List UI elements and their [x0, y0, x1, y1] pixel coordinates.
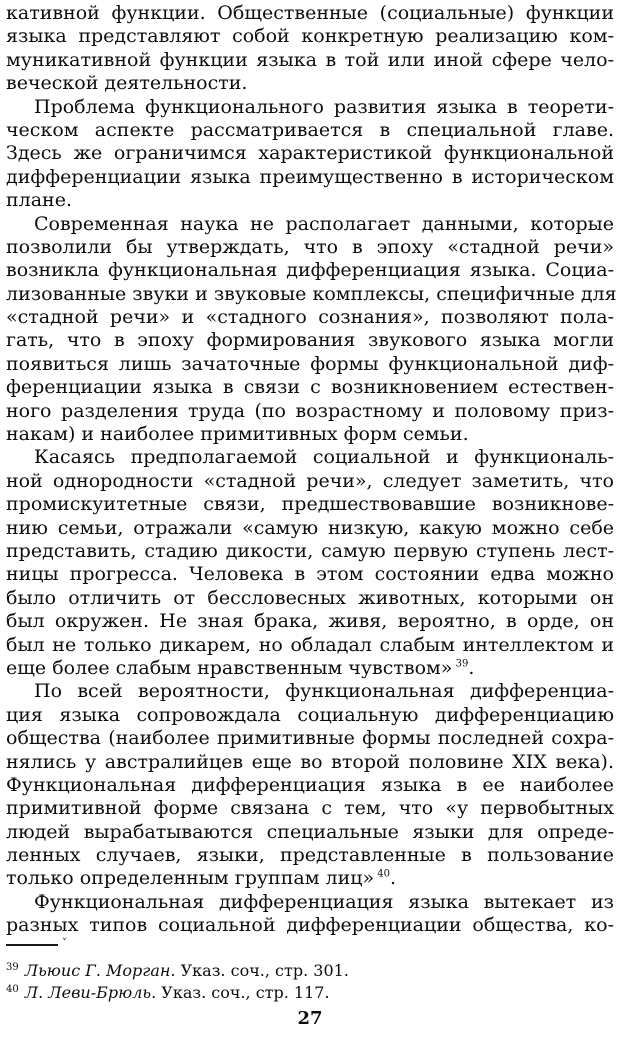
- text-line: [6, 821, 614, 844]
- text-line-content: примитивной форме связана с тем, что «у первобытных: [6, 797, 614, 820]
- text-line: [6, 797, 614, 820]
- text-line-content: нию семьи, отражали «самую низкую, какую можно себе: [6, 516, 614, 539]
- text-line: [6, 400, 614, 423]
- text-line: [6, 891, 614, 914]
- text-line: [6, 353, 614, 376]
- footnote: [6, 960, 614, 982]
- text-line: [6, 844, 614, 867]
- text-line: [6, 587, 614, 610]
- text-line: [6, 2, 614, 25]
- text-line-content: ференциации языка в связи с возникновением естествен-: [6, 376, 614, 399]
- text-line-content: нялись у австралийцев еще во второй половине XIX века).: [6, 750, 614, 773]
- footnote-author: Льюис Г. Морган.: [24, 961, 176, 980]
- text-line-content: Здесь же ограничимся характеристикой функциональной: [6, 142, 614, 165]
- text-line-content: кативной функции. Общественные (социальные) функции: [6, 2, 614, 24]
- text-line-content: ческом аспекте рассматривается в специальной главе.: [6, 118, 614, 141]
- separator-mark: ˅: [62, 938, 67, 949]
- text-line-content: языка представляют собой конкретную реализацию ком-: [6, 25, 614, 48]
- main-text: [6, 2, 617, 938]
- footnotes: [6, 960, 614, 1004]
- text-line-content: промискуитетные связи, предшествовавшие возникнове-: [6, 493, 614, 516]
- text-line: [6, 72, 614, 95]
- text-line: [6, 329, 614, 352]
- footnote-ref: 40: [374, 869, 391, 881]
- text-line: [6, 517, 614, 540]
- text-line-content: муникативной функции языка в той или иной сфере чело-: [6, 48, 614, 71]
- text-line: [6, 376, 614, 399]
- footnote: [6, 982, 614, 1004]
- text-line: [6, 282, 617, 306]
- text-line-content: возникла функциональная дифференциация языка. Социа-: [6, 259, 614, 282]
- page-number: 27: [297, 1008, 323, 1029]
- footnote-number: 40: [6, 983, 19, 995]
- text-line-content: гать, что в эпоху формирования звукового языка могли: [6, 329, 614, 352]
- text-line: [6, 610, 614, 633]
- text-line: [6, 867, 614, 890]
- text-line: [6, 751, 614, 774]
- text-line: [6, 914, 614, 937]
- text-line-content: общества (наиболее примитивные формы последней сохра-: [6, 727, 614, 750]
- text-line: [6, 96, 614, 119]
- text-line: [6, 306, 614, 329]
- text-line: [6, 727, 614, 750]
- text-line: [6, 49, 614, 72]
- text-line: [6, 657, 614, 680]
- text-line: [6, 774, 614, 797]
- footnote-ref: 39: [452, 658, 469, 670]
- text-line-content: По всей вероятности, функциональная дифференциа-: [34, 680, 614, 703]
- text-line: [6, 493, 614, 516]
- text-line-content: разных типов социальной дифференциации общества, ко-: [6, 914, 614, 937]
- text-line: [6, 470, 614, 493]
- text-line: [6, 540, 614, 563]
- text-line-content: Функциональная дифференциация языка вытекает из: [34, 890, 614, 913]
- text-line: [6, 563, 614, 586]
- text-line: [6, 236, 614, 259]
- footnote-author: Л. Леви-Брюль.: [24, 983, 157, 1002]
- text-line-content: представить, стадию дикости, самую первую ступень лест-: [6, 539, 614, 562]
- text-line-content: ция языка сопровождала социальную дифференциацию: [6, 703, 614, 726]
- text-line-content: людей вырабатываются специальные языки для опреде-: [6, 820, 614, 843]
- text-line: [6, 423, 614, 446]
- text-line: [6, 25, 614, 48]
- text-line-content: был окружен. Не зная брака, живя, вероятно, в орде, он: [6, 610, 614, 633]
- text-line: [6, 259, 614, 282]
- footnote-text: Указ. соч., стр. 301.: [175, 961, 349, 980]
- text-line: [6, 704, 614, 727]
- footnote-separator: [6, 944, 58, 946]
- text-line-content: Проблема функционального развития языка в теорети-: [34, 95, 614, 118]
- text-line-content: Современная наука не располагает данными, которые: [34, 212, 614, 235]
- text-line-content: Функциональная дифференциация языка в ее наиболее: [6, 773, 614, 796]
- text-line: [6, 166, 614, 189]
- text-line: [6, 142, 614, 165]
- text-line-content: позволили бы утверждать, что в эпоху «стадной речи»: [6, 235, 614, 258]
- text-line-content: еще более слабым нравственным чувством»: [6, 656, 453, 679]
- text-line-content: накам) и наиболее примитивных форм семьи.: [6, 423, 469, 446]
- text-line: [6, 446, 614, 469]
- text-line-content: появиться лишь зачаточные формы функциональной диф-: [6, 352, 614, 375]
- line-tail: .: [390, 867, 397, 890]
- text-line: [6, 634, 614, 657]
- text-line: [6, 119, 614, 142]
- text-line: [6, 189, 614, 212]
- text-line: [6, 213, 614, 236]
- text-line-content: был не только дикарем, но обладал слабым интеллектом и: [6, 633, 614, 656]
- text-line-content: «стадной речи» и «стадного сознания», позволяют пола-: [6, 306, 614, 329]
- text-line-content: ленных случаев, языки, представленные в пользование: [6, 844, 614, 867]
- footnote-number: 39: [6, 961, 19, 973]
- text-line-content: дифференциации языка преимущественно в историческом: [6, 165, 614, 188]
- text-line-content: Касаясь предполагаемой социальной и функциональ-: [34, 446, 614, 469]
- line-tail: .: [468, 656, 475, 679]
- text-line-content: ной однородности «стадной речи», следует заметить, что: [6, 469, 614, 492]
- text-line-content: плане.: [6, 189, 73, 212]
- text-line: [6, 680, 614, 703]
- text-line-content: только определенным группам лиц»: [6, 867, 375, 890]
- footnote-text: Указ. соч., стр. 117.: [156, 983, 330, 1002]
- text-line-content: было отличить от бессловесных животных, которыми он: [6, 586, 614, 609]
- text-line-content: веческой деятельности.: [6, 72, 248, 95]
- text-line-content: ного разделения труда (по возрастному и половому приз-: [6, 399, 614, 422]
- text-line-content: лизованные звуки и звуковые комплексы, специфичные для: [6, 282, 617, 305]
- text-line-content: ницы прогресса. Человека в этом состоянии едва можно: [6, 563, 614, 586]
